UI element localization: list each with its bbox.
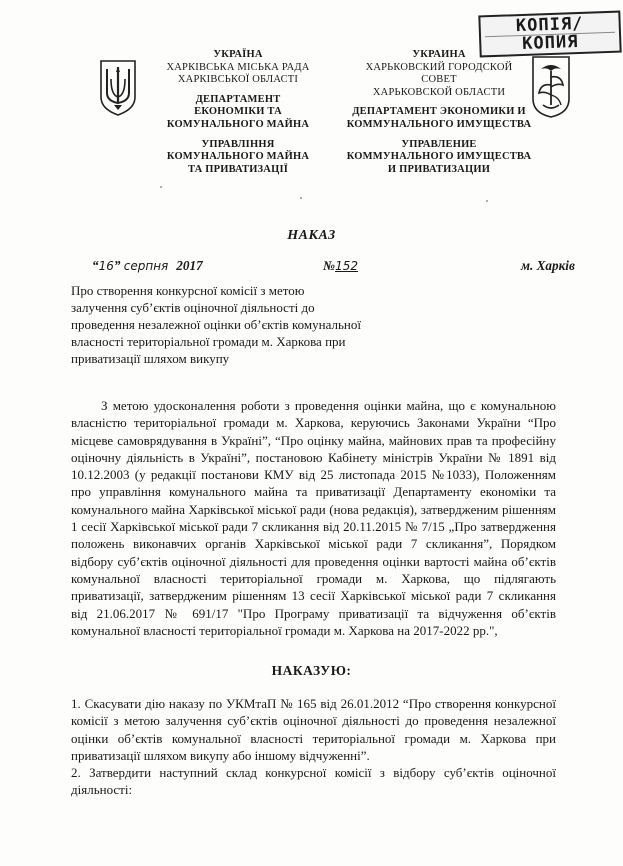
decree-items (71, 695, 556, 799)
document-type-title: НАКАЗ (287, 228, 336, 243)
header-right-line-2: ХАРЬКОВСКИЙ ГОРОДСКОЙ (365, 61, 513, 73)
header-left-line-3: ХАРКІВСЬКОЇ ОБЛАСТІ (177, 74, 299, 86)
order-city: м. Харків (521, 258, 575, 273)
header-right-line-1: УКРАИНА (412, 49, 466, 60)
header-left-line-2: ХАРКІВСЬКА МІСЬКА РАДА (166, 61, 310, 73)
order-subject: Про створення конкурсної комісії з метою залучення суб’єктів оціночної діяльності до проведення незалежної оцінки об’єктів комунальної власності територіальної громади м. Харкова при приватизації шляхом викупу (71, 283, 361, 366)
header-right-line-6: КОММУНАЛЬНОГО ИМУЩЕСТВА (346, 118, 532, 130)
header-right-line-5: ДЕПАРТАМЕНТ ЭКОНОМИКИ И (352, 106, 526, 118)
header-ukrainian (140, 49, 336, 176)
header-right-line-4: ХАРЬКОВСКОЙ ОБЛАСТИ (372, 86, 506, 98)
number-value: 152 (335, 259, 358, 273)
scan-speck (160, 186, 162, 188)
decree-item-1: 1. Скасувати дію наказу по УКМтаП № 165 від 26.01.2012 “Про створення конкурсної комісії з метою залучення суб’єктів оціночної діяльності до проведення незалежної оцінки об’єктів комунальної власності територіальної громади м. Харкова при приватизації шляхом викупу або іншому відчуженні”. (71, 696, 556, 763)
header-right-line-3: СОВЕТ (421, 74, 457, 86)
number-prefix: № (323, 258, 336, 273)
preamble-paragraph: З метою удосконалення роботи з проведення оцінки майна, що є комунальною власністю територіальної громади м. Харкова, керуючись Законами України “Про місцеве самоврядування в Україні”, “Про оцінку майна, майнових прав та професійну оціночну діяльність в Україні”, постановою Кабінету міністрів України № 1891 від 10.12.2003 (у редакції постанови КМУ від 25 листопада 2015 №1033), Положенням про управління комунального майна та приватизації Департаменту економіки та комунального майна Харківської міської ради (нова редакція), затвердженим рішенням 1 сесії Харківської міської ради 7 скликання від 20.11.2015 № 7/15 „Про затвердження положень виконавчих органів Харківської міської ради 7 скликання”, Порядком відбору суб’єктів оціночної діяльності для проведення оцінки вартості майна об’єктів комунальної власності територіальної громади м. Харкова, що підлягають приватизації, затвердженим рішенням 13 сесії Харківської міської ради 7 скликання від 21.06.2017 № 691/17 "Про Програму приватизації та відчуження об’єктів комунальної власності територіальної громади м. Харкова на 2017-2022 рр.", (71, 398, 556, 638)
order-date: “16” серпня 2017 (92, 258, 203, 273)
header-left-line-5: ЕКОНОМІКИ ТА (194, 106, 282, 118)
order-number (323, 258, 358, 274)
scan-speck (486, 200, 488, 202)
header-right-line-8: КОММУНАЛЬНОГО ИМУЩЕСТВА (346, 151, 532, 163)
header-left-line-4: ДЕПАРТАМЕНТ (195, 93, 281, 105)
stamp-line-ukrainian: КОПІЯ/ (515, 13, 584, 37)
date-day: 16 (98, 259, 114, 273)
header-left-line-7: УПРАВЛІННЯ (201, 138, 275, 150)
ukraine-trident-emblem-icon (99, 59, 137, 117)
date-year: 2017 (176, 258, 203, 273)
header-left-line-9: ТА ПРИВАТИЗАЦІЇ (187, 163, 289, 175)
date-month: серпня (123, 259, 169, 273)
header-left-line-1: УКРАЇНА (213, 49, 263, 60)
stamp-line-russian: КОПИЯ (485, 32, 616, 55)
scan-speck (300, 197, 302, 199)
header-right-line-7: УПРАВЛЕНИЕ (401, 138, 477, 150)
header-left-line-6: КОМУНАЛЬНОГО МАЙНА (166, 118, 310, 130)
decree-item-2: 2. Затвердити наступний склад конкурсної комісії з відбору суб’єктів оціночної діяльності: (71, 765, 556, 798)
header-right-line-9: И ПРИВАТИЗАЦИИ (387, 163, 491, 175)
header-left-line-8: КОМУНАЛЬНОГО МАЙНА (166, 151, 310, 163)
header-russian (336, 49, 542, 176)
decree-heading: НАКАЗУЮ: (271, 663, 352, 678)
